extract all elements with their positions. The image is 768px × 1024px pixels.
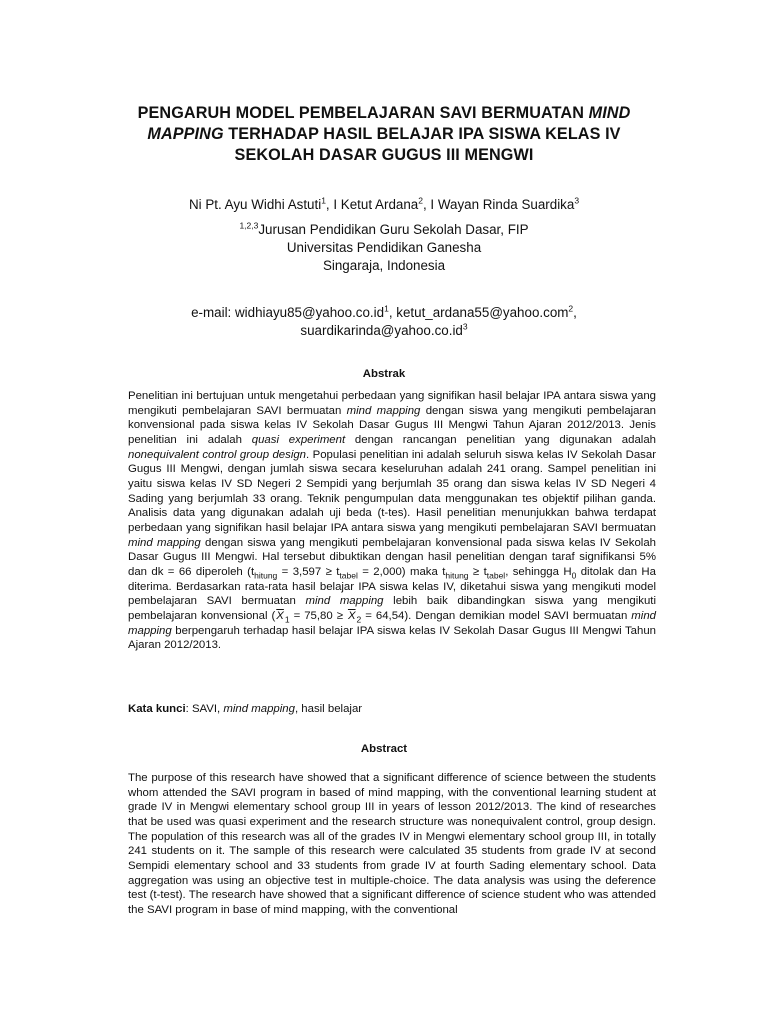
abstrak-italic: mind mapping — [305, 595, 384, 608]
abstrak-text: ditolak dan Ha diterima. Berdasarkan rata-rata hasil belajar IPA siswa kelas IV, diketahui siswa yang mengikuti model pembelajaran SAVI bermuatan — [128, 565, 656, 608]
affiliation — [110, 221, 658, 275]
email-3: suardikarinda@yahoo.co.id — [300, 323, 463, 338]
author-1-sup: 1 — [321, 195, 326, 206]
abstract-text: The purpose of this research have showed that a significant difference of science between the students whom attended the SAVI program in based of mind mapping, with the conventional learning student at grade IV in Mengwi elementary school group III in years of lesson 2012/2013. The kind of researches that be used was quasi experiment and the research structure was nonequivalent control, group design. The population of this research was all of the grades IV in Mengwi elementary school group III, in totally 241 students on it. The sample of this research were calculated 35 students from grade IV at second Sempidi elementary school and 33 students from grade IV at fourth Sading elementary school. Data aggregation was using an objective test in multiple-choice. The data analysis was using the deference test (t-test). The research have showed that a significant difference of science student who was attended the SAVI program in base of mind mapping, with the conventional — [128, 772, 656, 916]
author-3: , I Wayan Rinda Suardika — [422, 197, 575, 212]
keywords — [128, 703, 362, 715]
abstrak-text: dengan siswa yang mengikuti pembelajaran konvensional pada siswa kelas IV Sekolah Dasar Gugus III Mengwi Tahun Ajaran 2012/2013. Jenis penelitian ini adalah — [128, 404, 656, 446]
abstrak-text: Penelitian ini bertujuan untuk mengetahui perbedaan yang signifikan hasil belajar IPA antara siswa yang mengikuti pembelajaran SAVI bermuatan — [128, 390, 656, 417]
abstrak-text: , sehingga H — [505, 565, 572, 578]
email-2-sup: 2 — [568, 303, 574, 314]
keywords-text: , hasil belajar — [294, 703, 363, 715]
email-1-sup: 1 — [384, 303, 389, 314]
paper-title — [110, 103, 658, 166]
abstrak-text: . Populasi penelitian ini adalah seluruh siswa kelas IV Sekolah Dasar Gugus III Mengwi, dengan jumlah siswa secara keseluruhan adalah 241 orang. Sampel penelitian ini yaitu siswa kelas IV SD Negeri 2 Sempidi yang berjumlah 35 orang dan siswa kelas IV SD Negeri 4 Sading yang berjumlah 33 orang. Teknik pengumpulan data menggunakan tes objektif pilihan ganda. Analisis data yang digunakan adalah uji beda (t-tes). Hasil penelitian menunjukkan bahwa terdapat perbedaan yang signifikan hasil belajar IPA antara siswa yang mengikuti pembelajaran SAVI bermuatan — [128, 448, 656, 534]
subscript: hitung — [445, 570, 469, 581]
mean-symbol: $\overline{X}$ — [276, 609, 284, 622]
subscript: hitung — [254, 570, 278, 581]
author-list — [110, 196, 658, 214]
abstrak-body — [128, 389, 656, 653]
abstrak-text: dengan rancangan penelitian yang digunakan adalah — [345, 433, 656, 446]
abstrak-text: = 75,80 ≥ — [289, 609, 347, 622]
abstrak-text: = 2,000) maka t — [357, 565, 446, 578]
abstrak-text: = 64,54). Dengan demikian model SAVI bermuatan — [361, 609, 632, 622]
abstract-body — [128, 771, 656, 918]
author-1: Ni Pt. Ayu Widhi Astuti — [188, 197, 322, 212]
affiliation-sup: 1,2,3 — [239, 220, 259, 231]
email-comma: , — [573, 305, 577, 320]
affiliation-city: Singaraja, Indonesia — [322, 258, 446, 273]
subscript: 1 — [284, 614, 290, 625]
subscript: 0 — [571, 570, 577, 581]
abstrak-text: dengan siswa yang mengikuti pembelajaran konvensional pada siswa kelas IV Sekolah Dasar Gugus III Mengwi. Hal tersebut dibuktikan dengan hasil penelitian dengan taraf signifikansi 5% dan dk = 66 diperoleh (t — [128, 536, 656, 578]
abstrak-heading: Abstrak — [362, 368, 406, 380]
affiliation-univ: Universitas Pendidikan Ganesha — [286, 240, 482, 255]
subscript: 2 — [356, 614, 362, 625]
abstrak-italic: quasi experiment — [251, 433, 346, 446]
mean-symbol: $\overline{X}$ — [347, 609, 356, 622]
affiliation-dept: Jurusan Pendidikan Guru Sekolah Dasar, FIP — [258, 222, 529, 237]
title-italic: MIND MAPPING — [147, 104, 631, 143]
title-part2: TERHADAP HASIL BELAJAR IPA SISWA KELAS IV SEKOLAH DASAR GUGUS III MENGWI — [223, 125, 621, 164]
subscript: tabel — [339, 570, 358, 581]
abstrak-italic: nonequivalent control group design — [128, 448, 307, 461]
abstract-heading: Abstract — [360, 743, 408, 755]
abstrak-text: ≥ t — [468, 565, 487, 578]
title-part1: PENGARUH MODEL PEMBELAJARAN SAVI BERMUATAN — [137, 104, 589, 122]
author-2: , I Ketut Ardana — [325, 197, 419, 212]
abstrak-text: lebih baik dibandingkan siswa yang mengikuti pembelajaran konvensional ( — [128, 595, 656, 622]
subscript: tabel — [486, 570, 506, 581]
email-3-sup: 3 — [462, 321, 468, 332]
keywords-italic: mind mapping — [223, 703, 295, 715]
abstrak-italic: mind mapping — [346, 404, 421, 417]
email-1: e-mail: widhiayu85@yahoo.co.id — [191, 305, 385, 320]
abstrak-text: = 3,597 ≥ t — [277, 565, 340, 578]
author-3-sup: 3 — [574, 195, 580, 206]
abstrak-text: berpengaruh terhadap hasil belajar IPA siswa kelas IV Sekolah Dasar Gugus III Mengwi Tahun Ajaran 2012/2013. — [128, 624, 656, 652]
email-block — [110, 304, 658, 340]
email-2: , ketut_ardana55@yahoo.com — [388, 305, 569, 320]
abstrak-italic: mind mapping — [128, 536, 201, 549]
abstrak-italic: mind mapping — [128, 609, 656, 637]
keywords-label: Kata kunci — [128, 703, 186, 715]
keywords-text: : SAVI, — [185, 703, 224, 715]
author-2-sup: 2 — [418, 195, 423, 206]
